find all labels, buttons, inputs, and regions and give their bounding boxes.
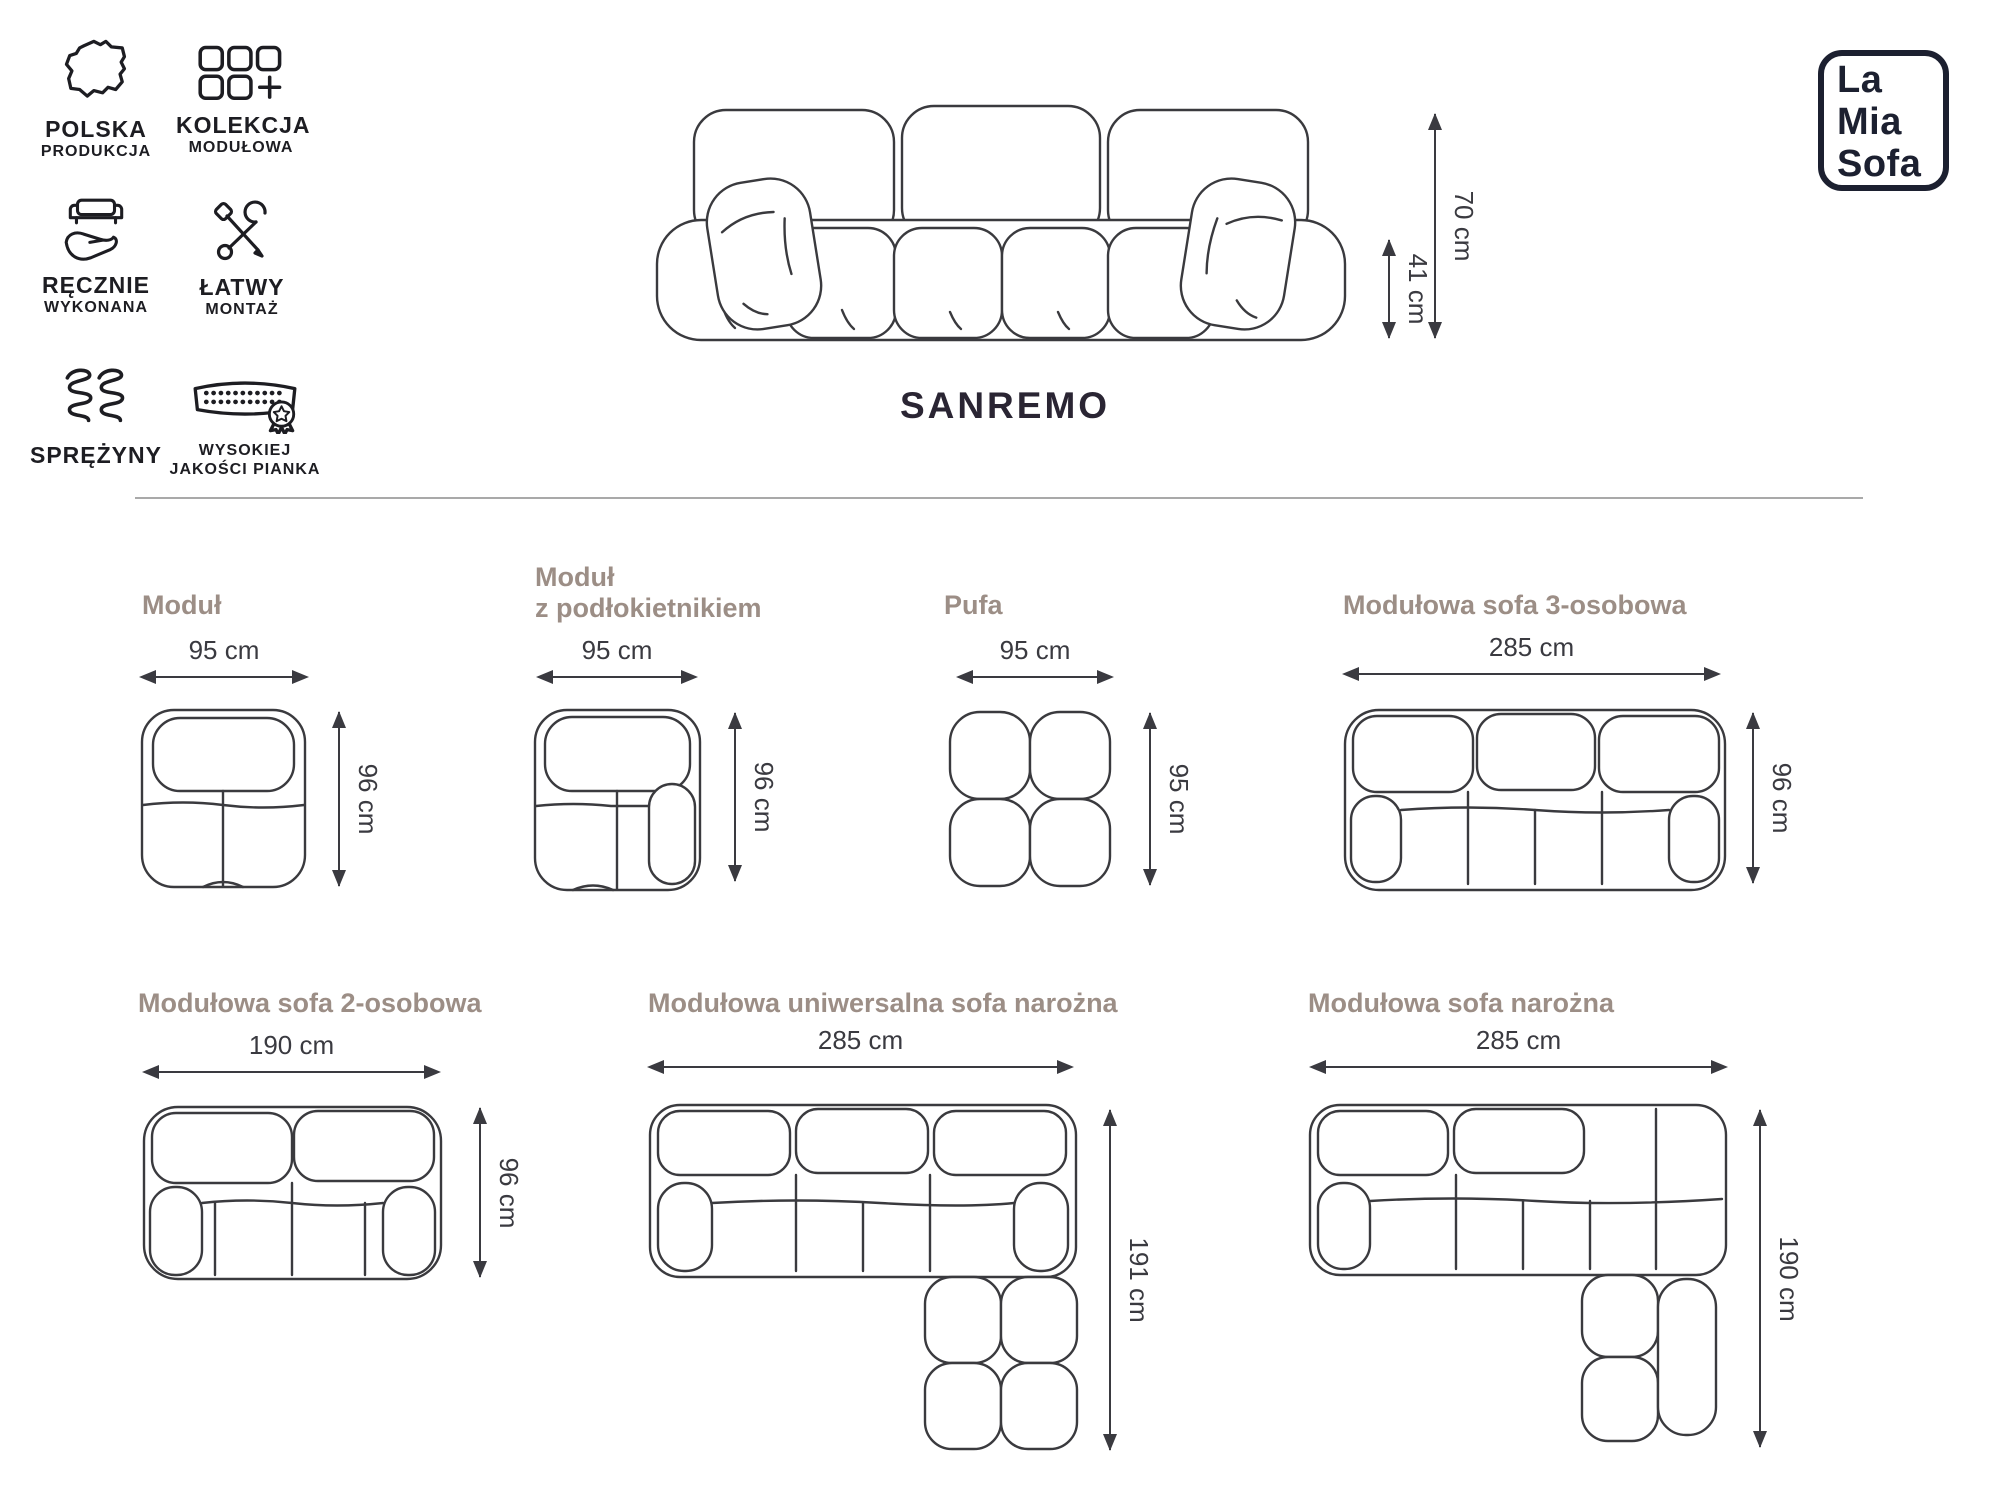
foam-icon: [168, 372, 322, 434]
badge-sublabel: MODUŁOWA: [188, 139, 294, 157]
seat-height-label: 41 cm: [1403, 253, 1433, 325]
arrow-down-icon: [1103, 1434, 1117, 1451]
section-title-modul-z-podlokietnikiem: [535, 562, 762, 624]
arrow-right-icon: [1711, 1060, 1728, 1074]
badge-sublabel: MONTAŻ: [205, 301, 279, 319]
badge-kolekcja-modulowa: [176, 44, 311, 158]
arrow-up-icon: [1753, 1109, 1767, 1126]
height-dimension: [479, 1108, 524, 1277]
width-dimension: [143, 1030, 440, 1073]
arrow-down-icon: [1746, 867, 1760, 884]
width-dimension: [140, 635, 308, 678]
height-dimension: [1759, 1110, 1804, 1447]
arrow-down-icon: [1143, 869, 1157, 886]
product-name: SANREMO: [899, 385, 1111, 426]
height-dimension: [1149, 713, 1194, 885]
width-dimension: [648, 1025, 1073, 1068]
arrow-right-icon: [1704, 667, 1721, 681]
width-label: 95 cm: [999, 635, 1071, 665]
arrow-down-icon: [1428, 322, 1442, 339]
logo-line: Sofa: [1837, 142, 1922, 185]
height-label: 96 cm: [494, 1157, 524, 1228]
poland-map-icon: [34, 36, 158, 108]
width-dimension: [537, 635, 697, 678]
height-label: 96 cm: [749, 761, 779, 833]
uniwersalna-narozna-drawing: [648, 1103, 1078, 1453]
badge-recznie-wykonana: [30, 196, 162, 318]
badge-label: SPRĘŻYNY: [30, 442, 162, 468]
height-dimension: [338, 712, 383, 886]
width-label: 285 cm: [1488, 632, 1575, 662]
section-title-sofa-3-osobowa: Modułowa sofa 3-osobowa: [1343, 590, 1687, 620]
badge-sublabel: PRODUKCJA: [40, 143, 152, 161]
badge-label: RĘCZNIE: [42, 272, 150, 298]
arrow-down-icon: [1753, 1431, 1767, 1448]
total-height-label: 70 cm: [1449, 190, 1479, 262]
section-divider: [135, 497, 1863, 499]
sofa-narozna-drawing: [1308, 1103, 1728, 1445]
section-title-pufa: Pufa: [944, 590, 1003, 620]
width-label: 285 cm: [817, 1025, 904, 1055]
height-label: 190 cm: [1774, 1235, 1804, 1322]
arrow-right-icon: [424, 1065, 441, 1079]
height-dimension: [734, 713, 779, 881]
width-label: 95 cm: [188, 635, 260, 665]
section-title-modul: Moduł: [142, 590, 222, 620]
arrow-up-icon: [1143, 712, 1157, 729]
arrow-down-icon: [1382, 322, 1396, 339]
sofa-front-view-drawing: [652, 104, 1350, 346]
badge-sublabel: JAKOŚCI PIANKA: [169, 461, 321, 479]
title-line: z podłokietnikiem: [535, 593, 762, 624]
modul-top-view-drawing: [140, 708, 307, 890]
arrow-down-icon: [332, 870, 346, 887]
badge-wysokiej-jakosci-pianka: [168, 372, 322, 480]
tools-icon: [182, 198, 302, 266]
arrow-up-icon: [1382, 239, 1396, 256]
width-dimension: [957, 635, 1113, 678]
total-height-dimension: [1434, 114, 1479, 338]
badge-sublabel: WYKONANA: [44, 299, 148, 317]
arrow-left-icon: [1309, 1060, 1326, 1074]
height-label: 191 cm: [1124, 1237, 1154, 1323]
sofa-2-osobowa-drawing: [142, 1105, 443, 1282]
arrow-left-icon: [647, 1060, 664, 1074]
height-label: 96 cm: [353, 763, 383, 835]
section-title-uniwersalna-narozna: Modułowa uniwersalna sofa narożna: [648, 988, 1118, 1018]
springs-icon: [28, 360, 164, 434]
arrow-up-icon: [728, 712, 742, 729]
arrow-right-icon: [681, 670, 698, 684]
sofa-3-osobowa-drawing: [1343, 708, 1727, 893]
section-title-sofa-2-osobowa: Modułowa sofa 2-osobowa: [138, 988, 482, 1018]
section-title-sofa-narozna: Modułowa sofa narożna: [1308, 988, 1615, 1018]
arrow-left-icon: [536, 670, 553, 684]
badge-label: WYSOKIEJ: [198, 442, 292, 459]
width-dimension: [1343, 632, 1720, 675]
arrow-left-icon: [142, 1065, 159, 1079]
arrow-right-icon: [1057, 1060, 1074, 1074]
seat-height-dimension: [1388, 240, 1433, 338]
height-label: 95 cm: [1164, 763, 1194, 835]
width-label: 190 cm: [248, 1030, 335, 1060]
height-label: 96 cm: [1767, 762, 1797, 834]
arrow-left-icon: [956, 670, 973, 684]
arrow-down-icon: [728, 865, 742, 882]
modular-grid-icon: [176, 44, 306, 104]
arrow-right-icon: [1097, 670, 1114, 684]
width-label: 285 cm: [1475, 1025, 1562, 1055]
logo-line: La: [1837, 59, 1883, 101]
arrow-left-icon: [139, 670, 156, 684]
arrow-up-icon: [473, 1107, 487, 1124]
badge-label: ŁATWY: [199, 274, 285, 300]
badge-label: POLSKA: [45, 116, 147, 142]
arrow-left-icon: [1342, 667, 1359, 681]
badge-label: KOLEKCJA: [176, 112, 311, 138]
arrow-up-icon: [1746, 712, 1760, 729]
hand-sofa-icon: [30, 196, 162, 264]
width-label: 95 cm: [581, 635, 653, 665]
arrow-up-icon: [1103, 1109, 1117, 1126]
arrow-down-icon: [473, 1261, 487, 1278]
pufa-drawing: [948, 710, 1112, 888]
title-line: Moduł: [535, 562, 615, 592]
height-dimension: [1752, 713, 1797, 883]
badge-polska-produkcja: [34, 36, 158, 162]
width-dimension: [1310, 1025, 1727, 1068]
height-dimension: [1109, 1110, 1154, 1450]
badge-latwy-montaz: [182, 198, 302, 320]
arrow-up-icon: [332, 711, 346, 728]
modul-z-podlokietnikiem-drawing: [533, 708, 702, 893]
badge-sprezyny: [28, 360, 164, 468]
arrow-up-icon: [1428, 113, 1442, 130]
logo-line: Mia: [1837, 100, 1902, 143]
arrow-right-icon: [292, 670, 309, 684]
la-mia-sofa-logo: [1818, 50, 1949, 191]
